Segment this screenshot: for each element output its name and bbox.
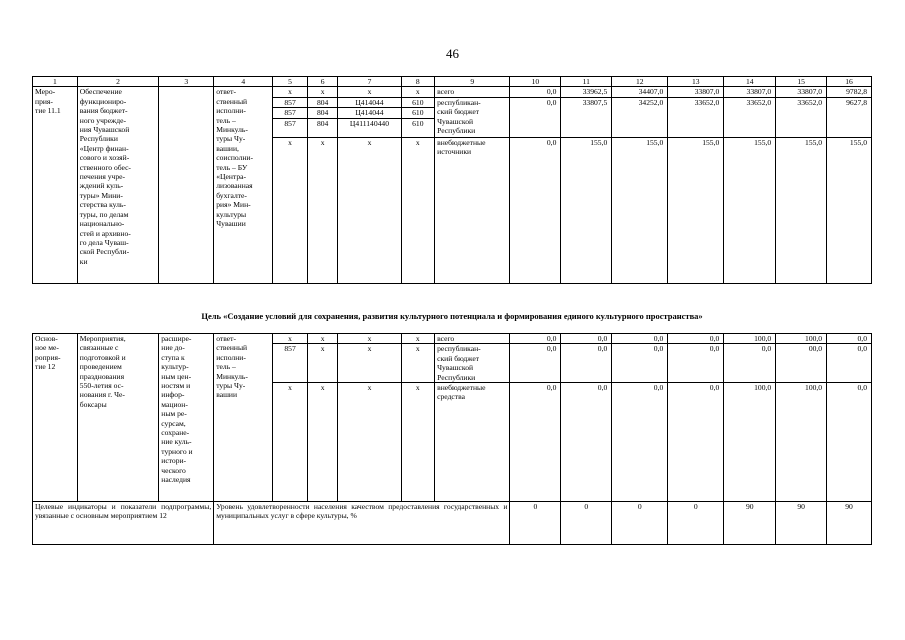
amount: 33652,0: [668, 97, 724, 137]
amount: 0,0: [561, 344, 612, 383]
amount: 0,0: [827, 334, 872, 344]
section-code: х: [307, 87, 338, 97]
col-header: 6: [307, 77, 338, 87]
grbs-code: 857: [273, 118, 308, 137]
indicator-row: [33, 502, 872, 545]
grbs-code: 857: [273, 108, 308, 118]
indicator-value: 90: [724, 502, 776, 545]
col-header: 11: [561, 77, 612, 87]
table-row: [33, 334, 872, 344]
expense-type: х: [401, 137, 435, 283]
col-header: 1: [33, 77, 78, 87]
event-name: Мероприятия, связанные с подготовкой и проведением празднования 550-летия ос- нования г. Че- боксары: [77, 334, 158, 502]
budget-table-part-1: [32, 76, 872, 284]
expense-type: х: [401, 87, 435, 97]
target-code: Ц414044: [338, 97, 401, 107]
amount: 100,0: [724, 383, 776, 502]
amount: 0,0: [827, 344, 872, 383]
col-header: 16: [827, 77, 872, 87]
amount: 100,0: [776, 383, 827, 502]
amount: 0,0: [561, 383, 612, 502]
col-header: 15: [776, 77, 827, 87]
event-code: Меро- прия- тие 11.1: [33, 87, 78, 283]
amount: 0,0: [668, 344, 724, 383]
expense-type: х: [401, 383, 435, 502]
target-code: х: [338, 87, 401, 97]
amount: 0,0: [668, 383, 724, 502]
section-code: 804: [307, 97, 338, 107]
target-code: х: [338, 383, 401, 502]
col-header: 4: [214, 77, 273, 87]
amount: 0,0: [510, 383, 561, 502]
amount: 33652,0: [724, 97, 776, 137]
indicator-value: 0: [612, 502, 668, 545]
amount: 100,0: [724, 334, 776, 344]
event-code: Основ- ное ме- роприя- тие 12: [33, 334, 78, 502]
indicator-value: 90: [827, 502, 872, 545]
amount: 155,0: [827, 137, 872, 283]
target-code: Ц414044: [338, 108, 401, 118]
amount: 0,0: [612, 334, 668, 344]
col-header: 2: [77, 77, 158, 87]
indicator-value: 0: [510, 502, 561, 545]
expense-type: 610: [401, 97, 435, 107]
grbs-code: х: [273, 87, 308, 97]
col-header: 13: [668, 77, 724, 87]
col-header: 12: [612, 77, 668, 87]
amount: 155,0: [612, 137, 668, 283]
amount: 155,0: [724, 137, 776, 283]
amount: 9627,8: [827, 97, 872, 137]
indicator-value: 0: [561, 502, 612, 545]
amount: 100,0: [776, 334, 827, 344]
event-name: Обеспечение функциониро- вания бюджет- ного учрежде- ния Чувашской Республики «Центр финан- сового и хозяй- ственного обес- печения учре- ждений куль- туры» Мини- стерства куль- туры, по делам национально- стей и архивно- го дела Чуваш- ской Республи- ки: [77, 87, 158, 283]
col-header: 14: [724, 77, 776, 87]
amount: 00,0: [776, 344, 827, 383]
target-code: х: [338, 334, 401, 344]
col-header: 9: [435, 77, 510, 87]
goal-heading: Цель «Создание условий для сохранения, развития культурного потенциала и формирования единого культурного пространства»: [201, 311, 703, 321]
amount: 33962,5: [561, 87, 612, 97]
budget-table-part-2: [32, 333, 872, 545]
amount: 0,0: [510, 97, 561, 137]
event-executor: ответ- ственный исполни- тель – Минкуль- туры Чу- вашии, соисполни- тель – БУ «Центра- лизованная бухгалте- рия» Мин- культуры Чувашии: [214, 87, 273, 283]
amount: 0,0: [510, 137, 561, 283]
amount: 155,0: [561, 137, 612, 283]
amount: 0,0: [668, 334, 724, 344]
amount: 33807,0: [724, 87, 776, 97]
amount: 0,0: [510, 344, 561, 383]
amount: 155,0: [668, 137, 724, 283]
col-header: 7: [338, 77, 401, 87]
target-code: Ц411140440: [338, 118, 401, 137]
amount: 0,0: [510, 87, 561, 97]
amount: 0,0: [724, 344, 776, 383]
funding-source: республикан- ский бюджет Чувашской Республики: [435, 344, 510, 383]
amount: 0,0: [561, 334, 612, 344]
column-header-row: [33, 77, 872, 87]
event-goal: [159, 87, 214, 283]
section-code: х: [307, 137, 338, 283]
section-code: х: [307, 383, 338, 502]
page-number: 46: [446, 46, 459, 61]
expense-type: х: [401, 334, 435, 344]
col-header: 3: [159, 77, 214, 87]
amount: 155,0: [776, 137, 827, 283]
expense-type: х: [401, 344, 435, 383]
target-code: х: [338, 137, 401, 283]
section-code: 804: [307, 118, 338, 137]
event-goal: расшире- ние до- ступа к культур- ным цен- ностям и инфор- мацион- ным ре- сурсам, сохране- ние куль- турного и истори- ческого наследия: [159, 334, 214, 502]
grbs-code: х: [273, 334, 308, 344]
col-header: 8: [401, 77, 435, 87]
amount: 33807,0: [776, 87, 827, 97]
amount: 0,0: [612, 344, 668, 383]
section-code: х: [307, 344, 338, 383]
funding-source: всего: [435, 87, 510, 97]
table-row: [33, 87, 872, 97]
funding-source: внебюджетные средства: [435, 383, 510, 502]
grbs-code: х: [273, 137, 308, 283]
funding-source: республикан- ский бюджет Чувашской Республики: [435, 97, 510, 137]
grbs-code: 857: [273, 97, 308, 107]
amount: 33652,0: [776, 97, 827, 137]
target-code: х: [338, 344, 401, 383]
col-header: 5: [273, 77, 308, 87]
amount: 33807,0: [668, 87, 724, 97]
expense-type: 610: [401, 118, 435, 137]
amount: 34407,0: [612, 87, 668, 97]
amount: 34252,0: [612, 97, 668, 137]
indicator-label: Целевые индикаторы и показатели подпрограммы, увязанные с основным мероприятием 12: [33, 502, 214, 545]
grbs-code: х: [273, 383, 308, 502]
col-header: 10: [510, 77, 561, 87]
amount: 0,0: [510, 334, 561, 344]
indicator-value: 0: [668, 502, 724, 545]
amount: 9782,8: [827, 87, 872, 97]
indicator-value: 90: [776, 502, 827, 545]
section-code: 804: [307, 108, 338, 118]
amount: 0,0: [827, 383, 872, 502]
indicator-text: Уровень удовлетворенности населения качеством предоставления государственных и муниципальных услуг в сфере культуры, %: [214, 502, 510, 545]
amount: 0,0: [612, 383, 668, 502]
expense-type: 610: [401, 108, 435, 118]
grbs-code: 857: [273, 344, 308, 383]
section-code: х: [307, 334, 338, 344]
event-executor: ответ- ственный исполни- тель – Минкуль- туры Чу- вашии: [214, 334, 273, 502]
funding-source: внебюджетные источники: [435, 137, 510, 283]
funding-source: всего: [435, 334, 510, 344]
amount: 33807,5: [561, 97, 612, 137]
